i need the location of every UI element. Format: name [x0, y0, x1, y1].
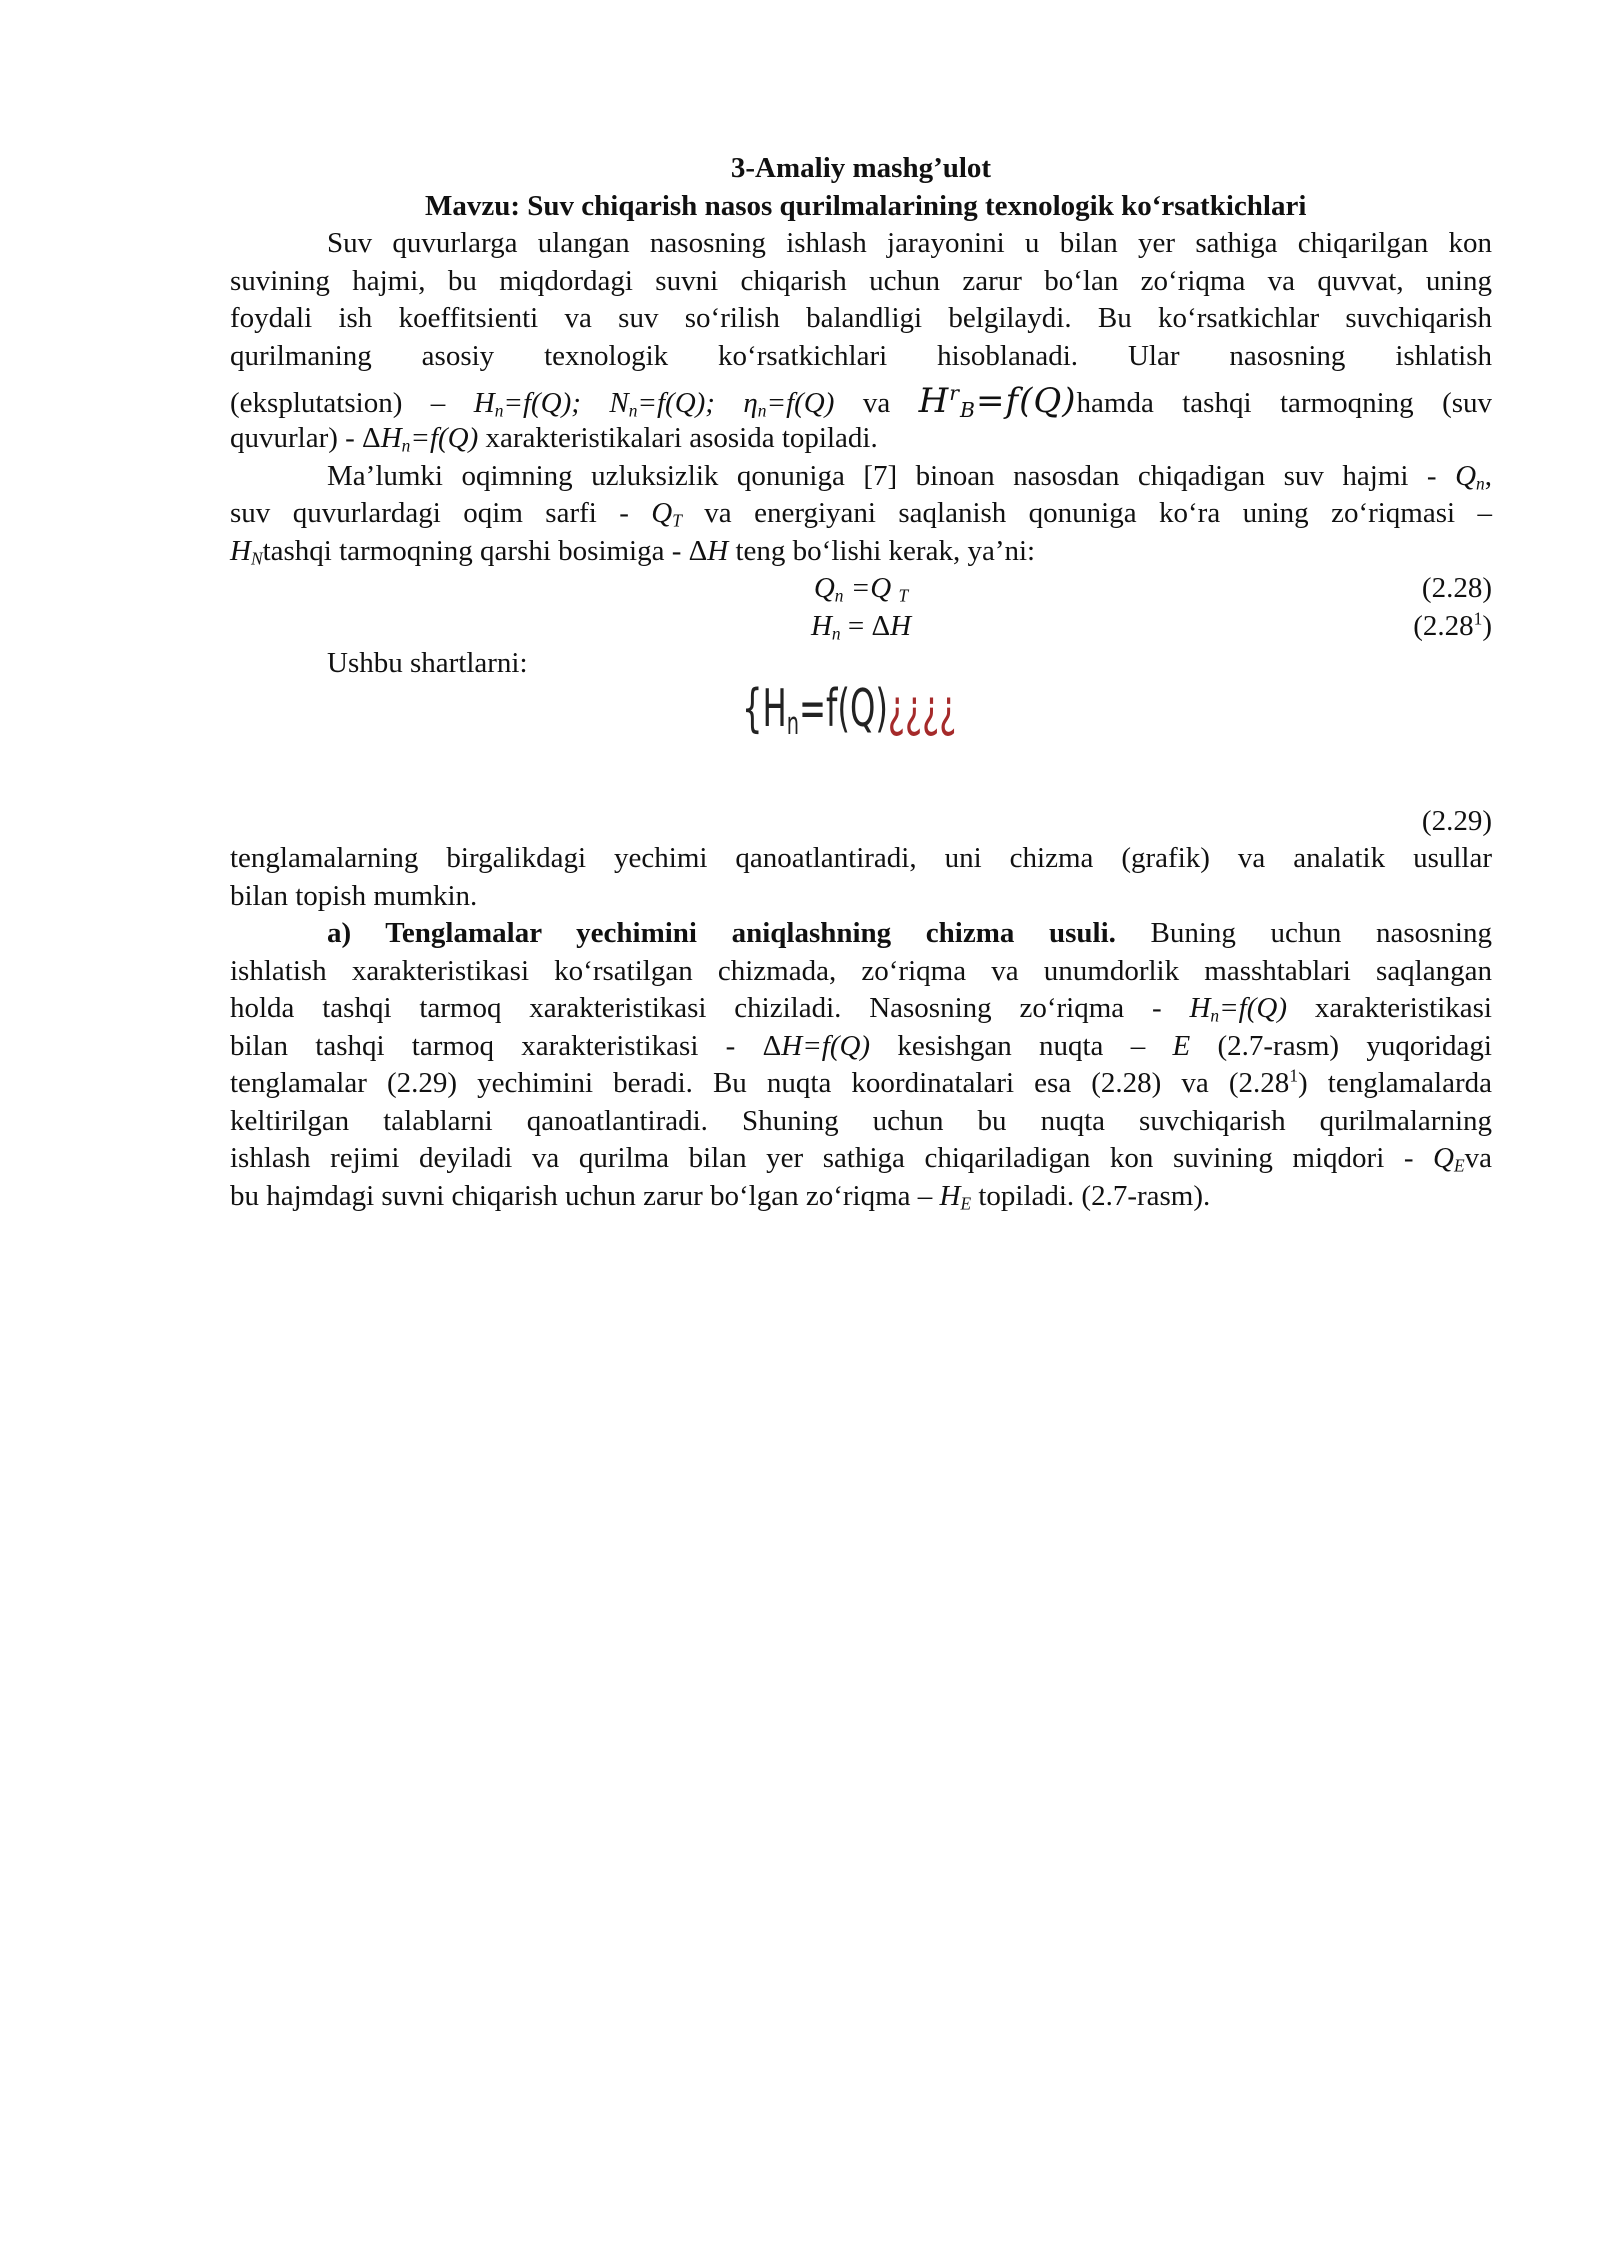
- text-line: tenglamalar (2.29) yechimini beradi. Bu nuqta koordinatalari esa (2.28) va (2.28$^1$) tenglamalarda: [230, 1065, 1493, 1099]
- document-page: [230, 150, 1492, 1215]
- text-line: suvining hajmi, bu miqdordagi suvni chiqarish uchun zarur bo‘lan zo‘riqma va quvvat, uning: [230, 264, 1492, 297]
- paragraph-4: [230, 915, 1492, 1215]
- formula-image: {$H_n=f(Q)¿¿¿¿$: [742, 678, 957, 742]
- text-line: tenglamalarning birgalikdagi yechimi qanoatlantiradi, uni chizma (grafik) va analatik usullar: [230, 842, 1492, 874]
- conditions-label: Ushbu shartlarni:: [327, 647, 528, 679]
- text-line: Suv quvurlarga ulangan nasosning ishlash jarayonini u bilan yer sathiga chiqarilgan kon: [327, 227, 1492, 259]
- text-line: Ma’lumki oqimning uzluksizlik qonuniga [7] binoan nasosdan chiqadigan suv hajmi - $Q_n$,: [327, 459, 1492, 493]
- text-line: bilan topish mumkin.: [230, 879, 478, 912]
- text-line: ishlash rejimi deyiladi va qurilma bilan yer sathiga chiqariladigan kon suvining miqdori - $Q_Eva$: [230, 1142, 1492, 1176]
- topic-heading: Mavzu: Suv chiqarish nasos qurilmalarining texnologik ko‘rsatkichlari: [425, 189, 1307, 222]
- text-line: suv quvurlardagi oqim sarfi - $Q_T$ va energiyani saqlanish qonuniga ko‘ra uning zo‘riqmasi –: [230, 497, 1492, 531]
- section-heading: a) Tenglamalar yechimini aniqlashning chizma usuli.: [327, 917, 1116, 949]
- text-line: bu hajmdagi suvni chiqarish uchun zarur bo‘lgan zo‘riqma – $H_E$ topiladi. (2.7-rasm).: [230, 1179, 1211, 1213]
- equation-2-28-1: $H_n = \Delta H$ (2.28$^1$): [230, 608, 1492, 646]
- text-line: bilan tashqi tarmoq xarakteristikasi - ΔH=f(Q) kesishgan nuqta – E (2.7-rasm) yuqoridagi: [230, 1029, 1492, 1062]
- text-line: quvurlar) - $\Delta H_n=f(Q)$ xarakteristikalari asosida topiladi.: [230, 422, 878, 456]
- text-line: keltirilgan talablarni qanoatlantiradi. Shuning uchun bu nuqta suvchiqarish qurilmalarning: [230, 1104, 1492, 1137]
- equation-2-28: $Q_n =Q$ $_T$ (2.28): [230, 570, 1492, 608]
- formula-hb: $H^r_B=f(Q)$: [918, 380, 1077, 423]
- text-line: (eksplutatsion) – $H_n=f(Q)$; $N_n=f(Q)$; $\eta_n=f(Q)$ va $H^r_B=f(Q)hamda$ tashqi tarmoqning (suv: [230, 380, 1493, 423]
- equation-number: (2.28$^1$): [1413, 608, 1492, 642]
- page-title: 3-Amaliy mashg’ulot: [730, 152, 992, 184]
- equation-number: (2.28): [1421, 572, 1492, 604]
- text-line: $H_Ntashqi$ tarmoqning qarshi bosimiga - ΔH teng bo‘lishi kerak, ya’ni:: [230, 534, 1036, 568]
- text-line: qurilmaning asosiy texnologik ko‘rsatkichlari hisoblanadi. Ular nasosning ishlatish: [230, 339, 1492, 372]
- text-line: ishlatish xarakteristikasi ko‘rsatilgan chizmada, zo‘riqma va unumdorlik masshtablari saqlangan: [230, 954, 1492, 987]
- text-line: a) Tenglamalar yechimini aniqlashning chizma usuli. Buning uchun nasosning: [327, 917, 1492, 949]
- text-line: foydali ish koeffitsienti va suv so‘rilish balandligi belgilaydi. Bu ko‘rsatkichlar suvchiqarish: [230, 302, 1492, 334]
- paragraph-2: [230, 458, 1492, 571]
- paragraph-3: [230, 840, 1492, 915]
- equation-number: (2.29): [1421, 804, 1492, 837]
- paragraph-1: [230, 225, 1492, 458]
- text-line: holda tashqi tarmoq xarakteristikasi chiziladi. Nasosning zo‘riqma - $H_n=f(Q)$ xarakteristikasi: [230, 992, 1492, 1026]
